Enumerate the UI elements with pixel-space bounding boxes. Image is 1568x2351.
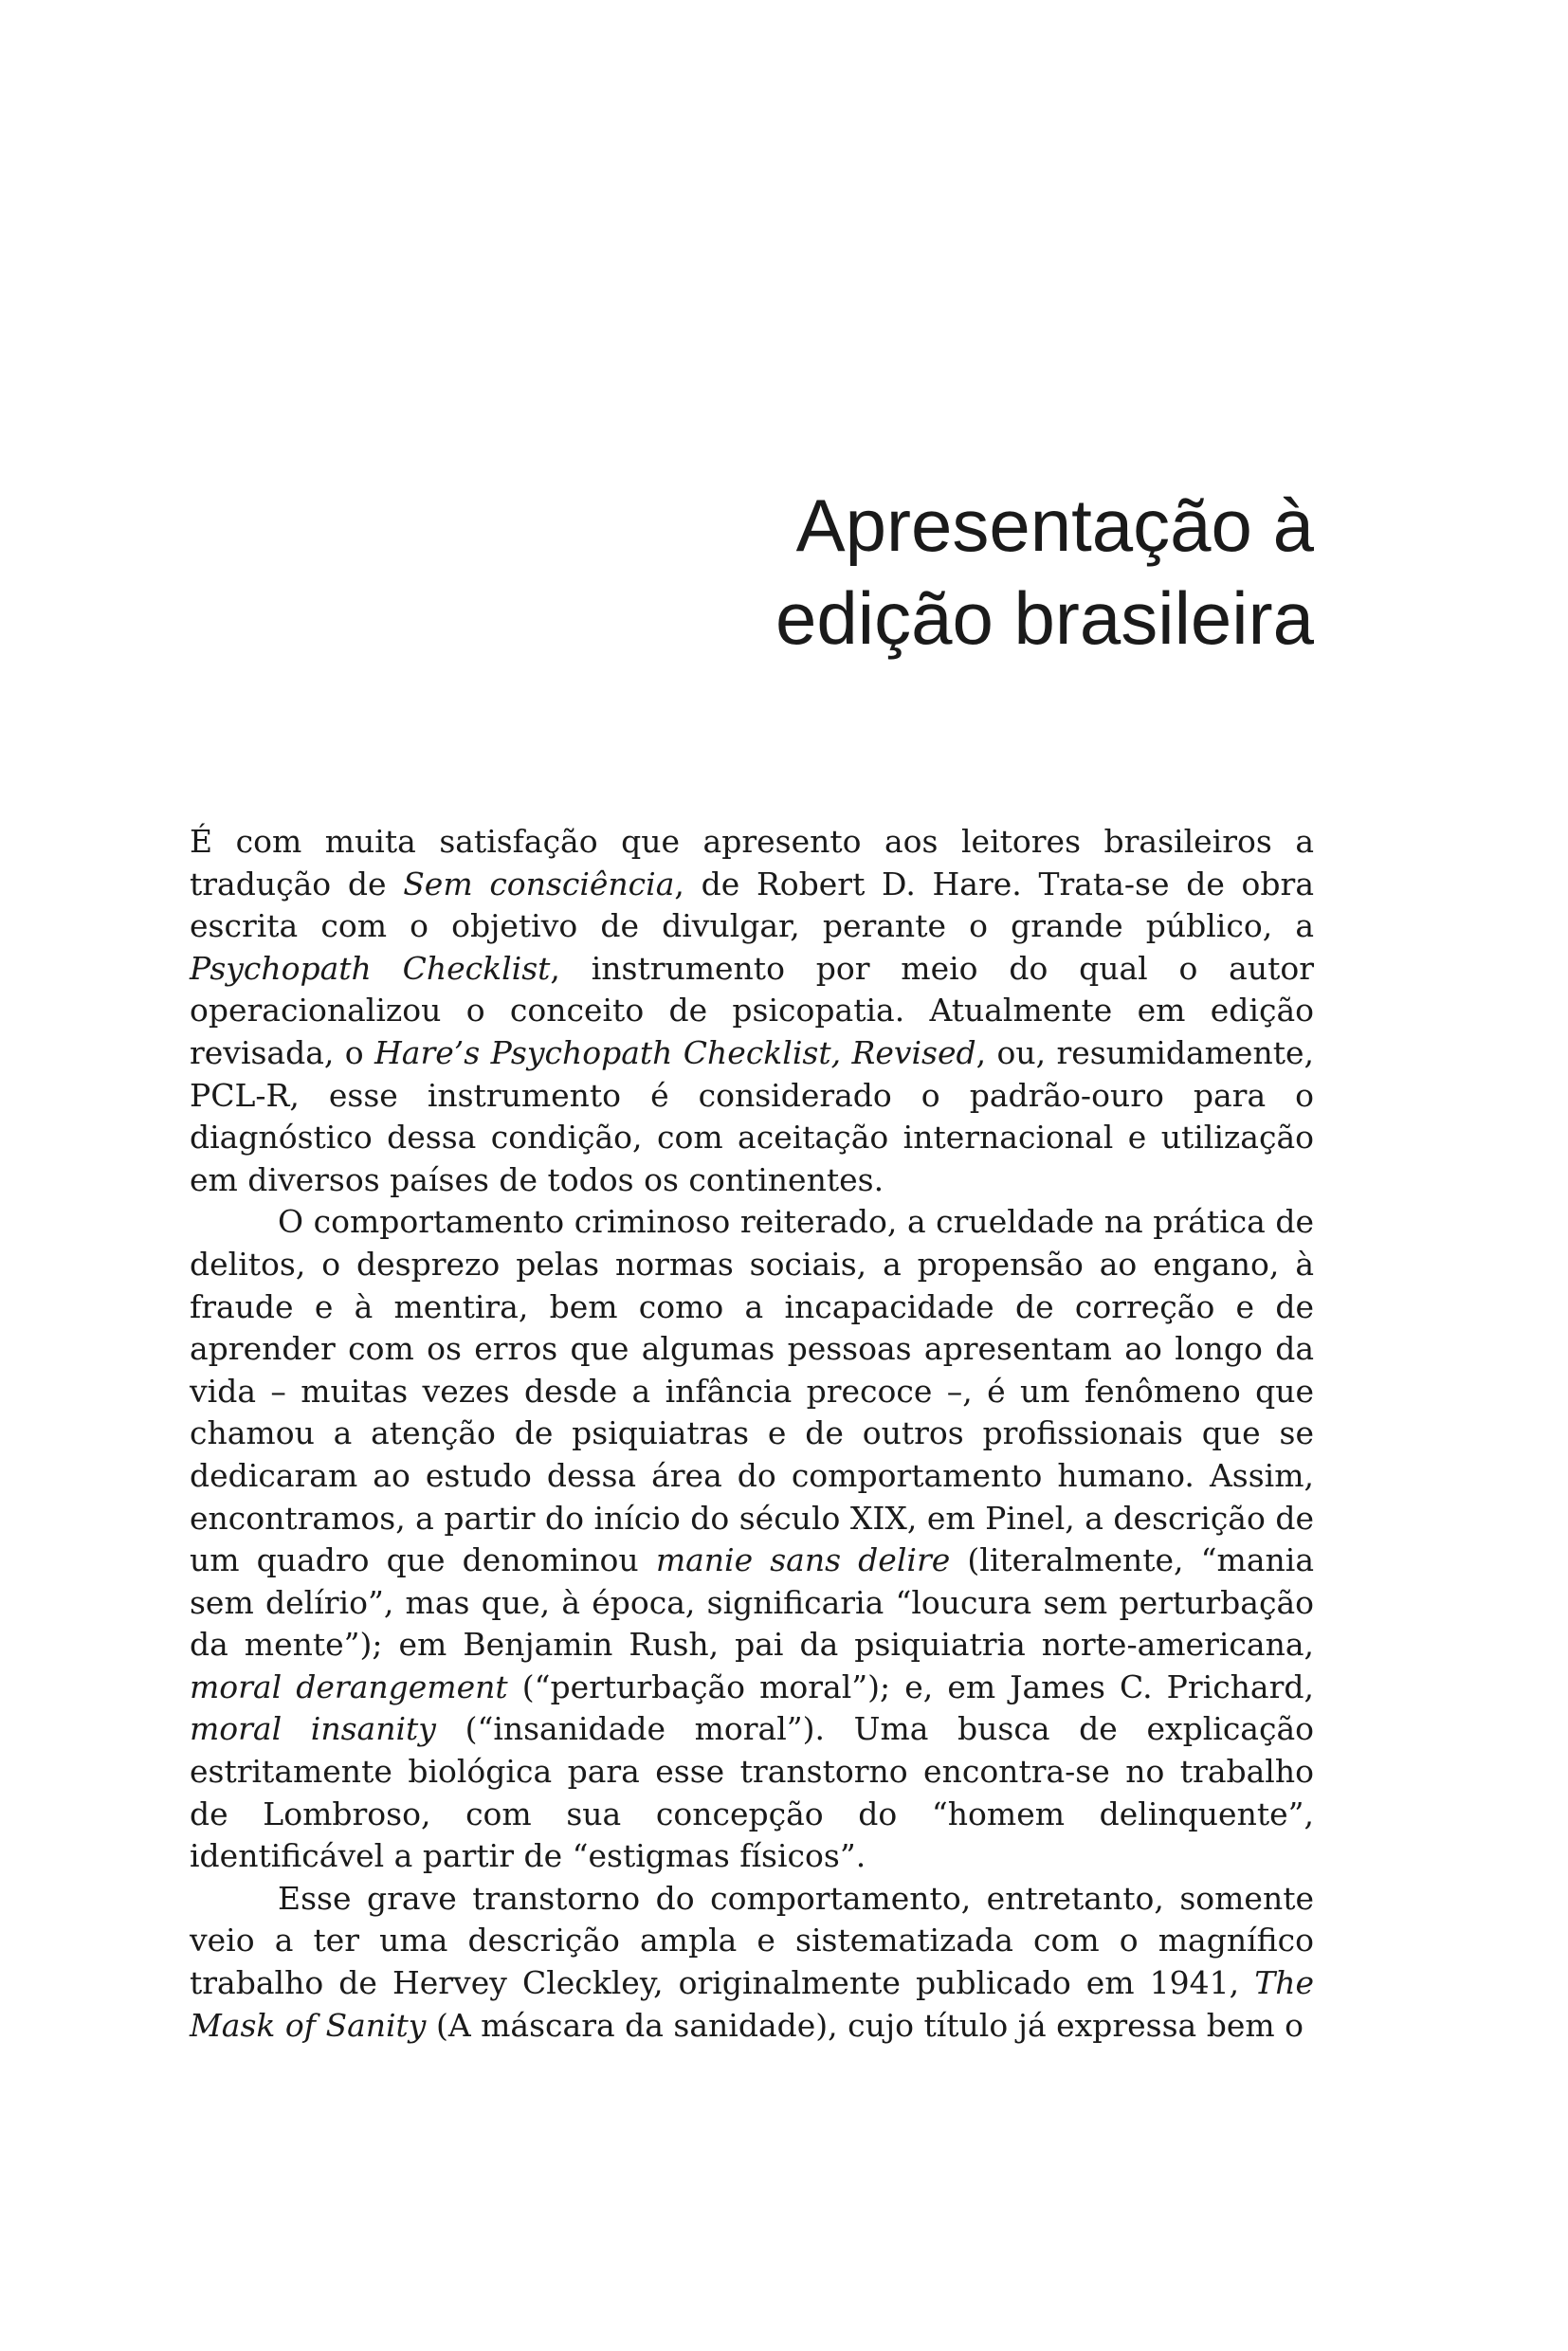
text-run: O comportamento criminoso reiterado, a crueldade na prática de delitos, o desprezo pelas normas sociais, a propensão ao engano, à fraude e à mentira, bem como a incapacidade de correção e de aprender com os erros que algumas pessoas apresentam ao longo da vida – muitas vezes desde a infância precoce –, é um fenômeno que chamou a atenção de psiquiatras e de outros profissionais que se dedicaram ao estudo dessa área do comportamento humano. Assim, encontramos, a partir do início do século XIX, em Pinel, a descrição de um quadro que denominou [190,1203,1314,1579]
paragraph-3 [190,1878,1314,2047]
chapter-title [775,479,1314,665]
paragraph-2 [190,1201,1314,1878]
text-run: (“perturbação moral”); e, em James C. Prichard, [507,1668,1314,1705]
italic-run: moral derangement [190,1668,508,1705]
italic-run: Psychopath Checklist [190,949,551,987]
text-run: , ou, resumidamente, PCL-R, esse instrumento é considerado o padrão-ouro para o diagnóstico dessa condição, com aceitação internacional e utilização em diversos países de todos os continentes. [190,1033,1314,1198]
chapter-title-line-1: Apresentação à [795,483,1314,567]
text-run: (A máscara da sanidade), cujo título já expressa bem o [426,2006,1304,2044]
text-run: (“insanidade moral”). Uma busca de explicação estritamente biológica para esse transtorno encontra-se no trabalho de Lombroso, com sua concepção do “homem delinquente”, identificável a partir de “estigmas físicos”. [190,1710,1314,1875]
chapter-title-line-2: edição brasileira [775,576,1314,660]
italic-run: Hare’s Psychopath Checklist, Revised [374,1033,976,1071]
body-text [190,821,1314,2047]
italic-run: Sem consciência [403,865,675,902]
text-run: , instrumento por meio do qual o autor operacionalizou o conceito de psicopatia. Atualmente em edição revisada, o [190,949,1314,1071]
paragraph-1 [190,821,1314,1201]
text-run: , de Robert D. Hare. Trata-se de obra escrita com o objetivo de divulgar, perante o grande público, a [190,865,1314,945]
text-run: É com muita satisfação que apresento aos leitores brasileiros a tradução de [190,823,1314,902]
text-run: Esse grave transtorno do comportamento, entretanto, somente veio a ter uma descrição ampla e sistematizada com o magnífico trabalho de Hervey Cleckley, originalmente publicado em 1941, [190,1879,1314,2002]
italic-run: moral insanity [190,1710,436,1748]
text-run: (literalmente, “mania sem delírio”, mas que, à época, significaria “loucura sem perturbação da mente”); em Benjamin Rush, pai da psiquiatria norte-americana, [190,1541,1314,1664]
italic-run: manie sans delire [655,1541,951,1579]
italic-run: The Mask of Sanity [190,1964,1314,2044]
